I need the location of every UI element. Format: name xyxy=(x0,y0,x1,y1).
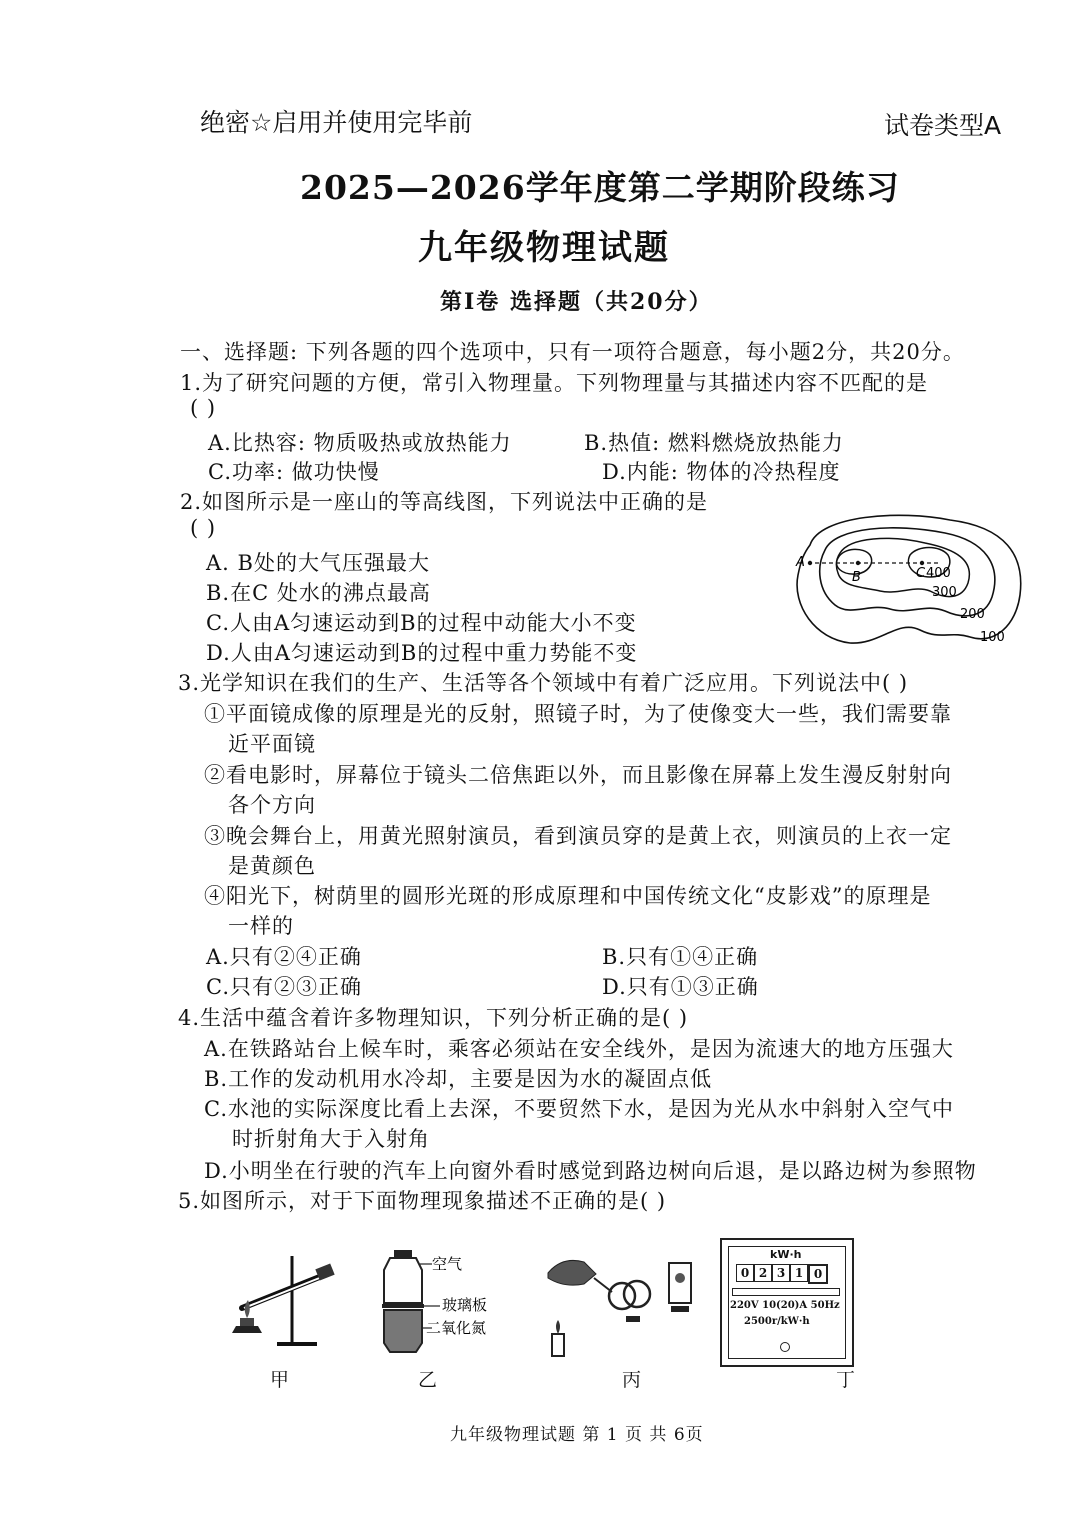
figure-ding xyxy=(720,1238,854,1367)
q3-stem: 3.光学知识在我们的生产、生活等各个领域中有着广泛应用。下列说法中( ) xyxy=(178,671,909,695)
q4-option-d: D.小明坐在行驶的汽车上向窗外看时感觉到路边树向后退，是以路边树为参照物 xyxy=(204,1159,977,1183)
meter-rev: 2500r/kW·h xyxy=(744,1316,810,1327)
section-instruction: 一、选择题: 下列各题的四个选项中，只有一项符合题意，每小题2分，共20分。 xyxy=(180,340,965,364)
q2-stem: 2.如图所示是一座山的等高线图，下列说法中正确的是 xyxy=(180,490,709,514)
q2-option-a: A. B处的大气压强最大 xyxy=(206,551,430,575)
meter-unit: kW·h xyxy=(770,1248,802,1261)
q2-bracket: ( ) xyxy=(190,516,217,540)
point-c xyxy=(920,561,924,565)
q3-statement-4-cont: 一样的 xyxy=(228,914,294,938)
meter-digit: 0 xyxy=(808,1264,828,1284)
label-100: 100 xyxy=(980,630,1005,645)
q2-option-c: C.人由A匀速运动到B的过程中动能大小不变 xyxy=(206,611,637,635)
q2-option-d: D.人由A匀速运动到B的过程中重力势能不变 xyxy=(206,641,638,665)
point-a xyxy=(808,561,812,565)
q4-stem: 4.生活中蕴含着许多物理知识，下列分析正确的是( ) xyxy=(178,1006,689,1030)
q4-option-c-cont: 时折射角大于入射角 xyxy=(232,1127,430,1151)
q3-option-c: C.只有②③正确 xyxy=(206,975,362,999)
q3-statement-3-cont: 是黄颜色 xyxy=(228,854,316,878)
paper-type-label: 试卷类型A xyxy=(884,111,1002,140)
figure-jia xyxy=(222,1248,352,1358)
figure-yi xyxy=(382,1248,542,1358)
q3-statement-1-cont: 近平面镜 xyxy=(228,732,316,756)
meter-screw-icon xyxy=(780,1342,790,1352)
caption-yi: 乙 xyxy=(418,1369,438,1391)
q1-option-c: C.功率: 做功快慢 xyxy=(208,460,380,484)
q3-statement-3: ③晚会舞台上，用黄光照射演员，看到演员穿的是黄上衣，则演员的上衣一定 xyxy=(204,824,952,848)
label-air: 空气 xyxy=(432,1255,463,1273)
q3-option-a: A.只有②④正确 xyxy=(206,945,362,969)
caption-ding: 丁 xyxy=(836,1369,856,1391)
q1-option-b: B.热值: 燃料燃烧放热能力 xyxy=(584,431,844,455)
point-b xyxy=(856,561,860,565)
caption-bing: 丙 xyxy=(622,1369,642,1391)
label-200: 200 xyxy=(960,607,985,622)
label-400: 400 xyxy=(926,566,951,581)
q3-statement-2-cont: 各个方向 xyxy=(228,793,316,817)
q4-option-a: A.在铁路站台上候车时，乘客必须站在安全线外，是因为流速大的地方压强大 xyxy=(204,1037,954,1061)
q3-statement-2: ②看电影时，屏幕位于镜头二倍焦距以外，而且影像在屏幕上发生漫反射射向 xyxy=(204,763,952,787)
contour-map xyxy=(780,505,1030,655)
label-a: A xyxy=(796,555,805,570)
label-300: 300 xyxy=(932,585,957,600)
section-heading: 第Ⅰ卷 选择题（共20分） xyxy=(440,289,713,315)
q1-option-a: A.比热容: 物质吸热或放热能力 xyxy=(208,431,512,455)
label-b: B xyxy=(852,570,861,585)
q3-statement-4: ④阳光下，树荫里的圆形光斑的形成原理和中国传统文化“皮影戏”的原理是 xyxy=(204,884,932,908)
q4-option-b: B.工作的发动机用水冷却，主要是因为水的凝固点低 xyxy=(204,1067,713,1091)
confidential-label: 绝密☆启用并使用完毕前 xyxy=(200,108,473,137)
meter-digit: 0 xyxy=(736,1264,754,1282)
meter-spec: 220V 10(20)A 50Hz xyxy=(730,1300,840,1311)
q3-option-d: D.只有①③正确 xyxy=(602,975,759,999)
figure-bing xyxy=(544,1248,709,1360)
q3-statement-1: ①平面镜成像的原理是光的反射，照镜子时，为了使像变大一些，我们需要靠 xyxy=(204,702,952,726)
caption-jia: 甲 xyxy=(270,1369,290,1391)
contour-100 xyxy=(797,515,1021,643)
q1-bracket: ( ) xyxy=(190,396,217,420)
q2-option-b: B.在C 处水的沸点最高 xyxy=(206,581,431,605)
page-footer: 九年级物理试题 第 1 页 共 6页 xyxy=(450,1425,704,1445)
label-no2: 二氧化氮 xyxy=(426,1319,487,1337)
meter-digit: 1 xyxy=(790,1264,808,1282)
meter-digit: 2 xyxy=(754,1264,772,1282)
label-glass: 玻璃板 xyxy=(442,1296,488,1314)
meter-digit: 3 xyxy=(772,1264,790,1282)
label-c: C xyxy=(916,566,926,581)
exam-subtitle: 九年级物理试题 xyxy=(418,228,670,268)
q1-stem: 1.为了研究问题的方便，常引入物理量。下列物理量与其描述内容不匹配的是 xyxy=(180,371,929,395)
q5-stem: 5.如图所示，对于下面物理现象描述不正确的是( ) xyxy=(178,1189,667,1213)
q3-option-b: B.只有①④正确 xyxy=(602,945,759,969)
exam-title: 2025—2026学年度第二学期阶段练习 xyxy=(300,168,900,207)
q1-option-d: D.内能: 物体的冷热程度 xyxy=(602,460,841,484)
meter-disk xyxy=(732,1288,840,1296)
q4-option-c: C.水池的实际深度比看上去深，不要贸然下水，是因为光从水中斜射入空气中 xyxy=(204,1097,954,1121)
meter-display xyxy=(736,1264,828,1284)
